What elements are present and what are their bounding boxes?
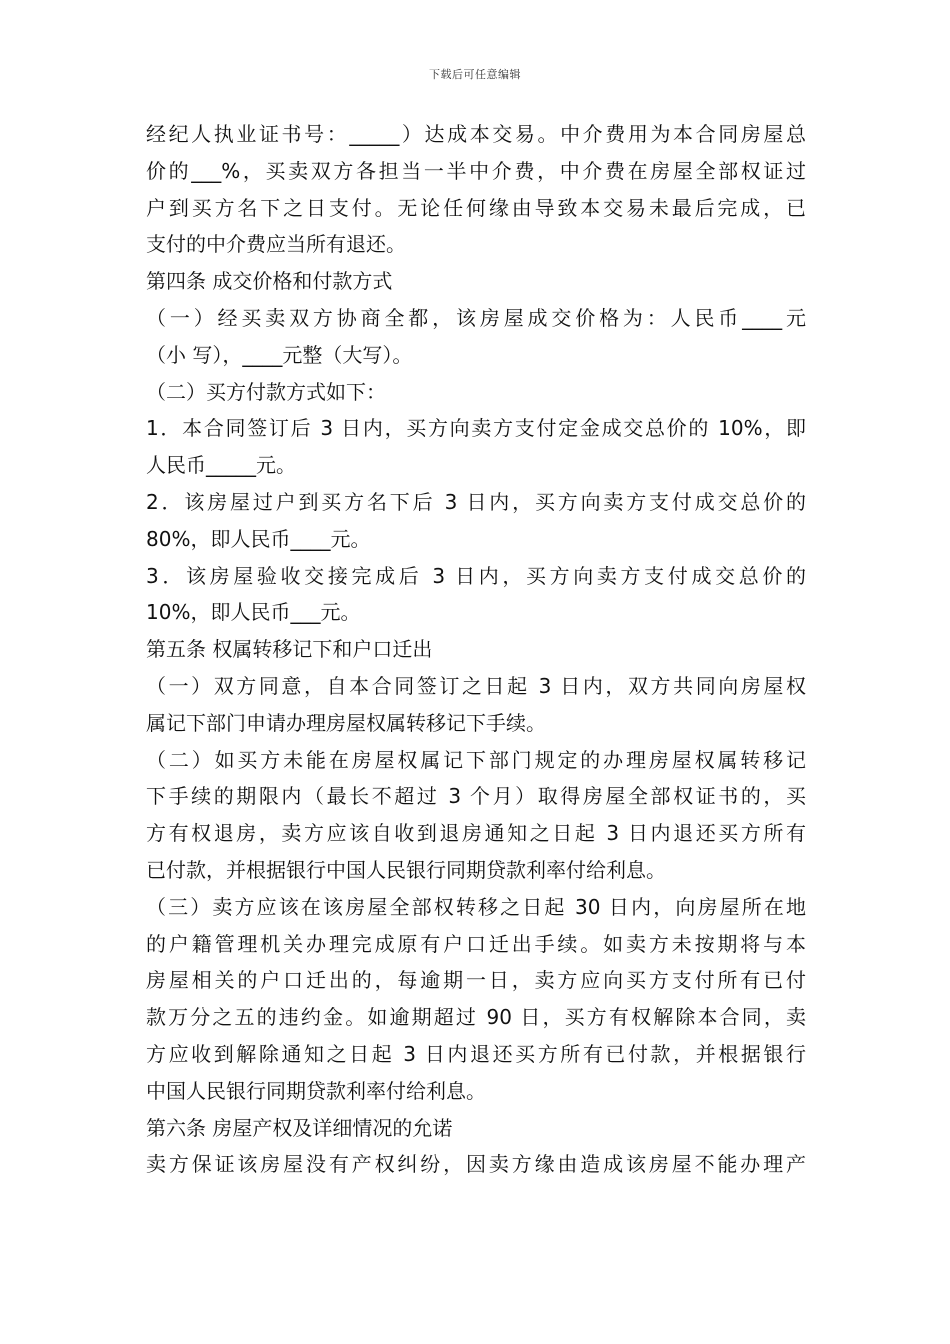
text-line: （一）双方同意，自本合同签订之日起 3 日内，双方共同向房屋权 xyxy=(146,673,806,698)
text-line: （三）卖方应该在该房屋全部权转移之日起 30 日内，向房屋所在地 xyxy=(146,894,806,919)
text-line: 人民币_____元。 xyxy=(146,453,296,478)
text-line: 房屋相关的户口迁出的，每逾期一日，卖方应向买方支付所有已付 xyxy=(146,968,806,993)
text-line: 3．该房屋验收交接完成后 3 日内，买方向卖方支付成交总价的 xyxy=(146,563,806,588)
text-line: 方应收到解除通知之日起 3 日内退还买方所有已付款，并根据银行 xyxy=(146,1041,806,1066)
text-line: 方有权退房，卖方应该自收到退房通知之日起 3 日内退还买方所有 xyxy=(146,821,806,846)
text-line: 1．本合同签订后 3 日内，买方向卖方支付定金成交总价的 10%，即 xyxy=(146,416,806,441)
text-line: 80%，即人民币____元。 xyxy=(146,526,371,551)
text-line: 支付的中介费应当所有退还。 xyxy=(146,232,406,257)
text-line: （一）经买卖双方协商全都，该房屋成交价格为：人民币____元 xyxy=(146,305,806,330)
text-line: 下手续的期限内（最长不超过 3 个月）取得房屋全部权证书的，买 xyxy=(146,784,806,809)
text-line: 价的___%，买卖双方各担当一半中介费，中介费在房屋全部权证过 xyxy=(146,158,806,183)
text-line: 2．该房屋过户到买方名下后 3 日内，买方向卖方支付成交总价的 xyxy=(146,489,806,514)
text-line: 卖方保证该房屋没有产权纠纷，因卖方缘由造成该房屋不能办理产 xyxy=(146,1152,806,1177)
text-line: 中国人民银行同期贷款利率付给利息。 xyxy=(146,1078,486,1103)
text-line: （二）买方付款方式如下： xyxy=(146,379,386,404)
page-header-note: 下载后可任意编辑 xyxy=(429,68,521,81)
text-line: （小 写），____元整（大写）。 xyxy=(146,342,413,367)
section-heading: 第六条 房屋产权及详细情况的允诺 xyxy=(146,1115,453,1140)
text-line: 户到买方名下之日支付。无论任何缘由导致本交易未最后完成，已 xyxy=(146,195,806,220)
text-line: 10%，即人民币___元。 xyxy=(146,600,361,625)
text-line: 的户籍管理机关办理完成原有户口迁出手续。如卖方未按期将与本 xyxy=(146,931,806,956)
section-heading: 第五条 权属转移记下和户口迁出 xyxy=(146,637,433,662)
text-line: （二）如买方未能在房屋权属记下部门规定的办理房屋权属转移记 xyxy=(146,747,806,772)
section-heading: 第四条 成交价格和付款方式 xyxy=(146,269,393,294)
text-line: 属记下部门申请办理房屋权属转移记下手续。 xyxy=(146,710,546,735)
text-line: 经纪人执业证书号：_____）达成本交易。中介费用为本合同房屋总 xyxy=(146,122,806,146)
document-body xyxy=(146,116,806,1183)
text-line: 已付款，并根据银行中国人民银行同期贷款利率付给利息。 xyxy=(146,857,666,882)
text-line: 款万分之五的违约金。如逾期超过 90 日，买方有权解除本合同，卖 xyxy=(146,1005,806,1030)
